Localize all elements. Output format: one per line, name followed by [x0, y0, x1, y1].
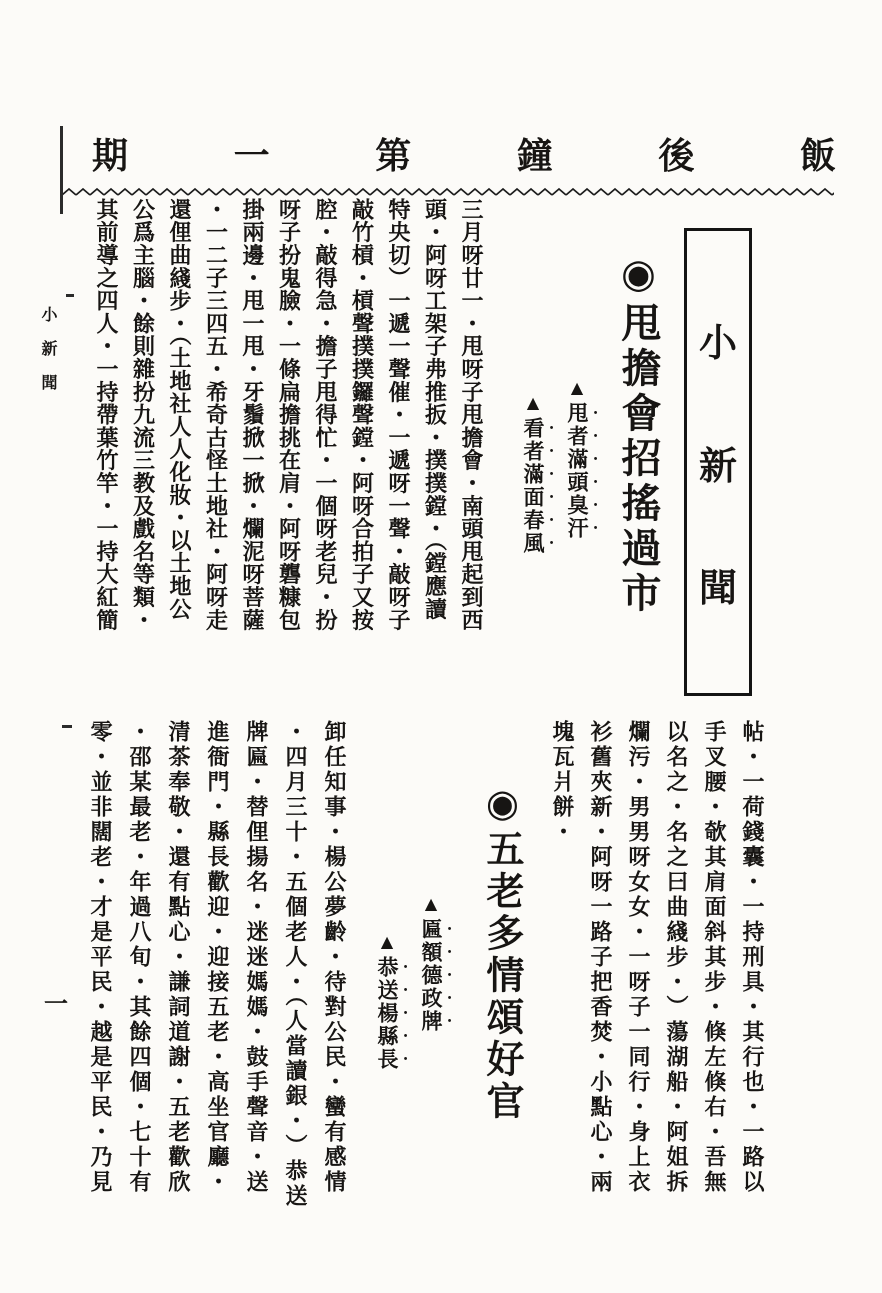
text-column: 腔・敲得急・擔子甩得忙・一個呀老兒・扮 — [313, 198, 338, 632]
text-column: 衫舊夾新・阿呀一路子把香焚・小點心・兩 — [588, 720, 613, 1195]
text-column: 掛兩邊・甩一甩・牙鬚掀一掀・爛泥呀菩薩 — [240, 198, 265, 632]
text-column: 其前導之四人・一持帶葉竹竿・一持大紅簡 — [94, 198, 119, 632]
text-column: 卸任知事・楊公夢齡・待對公民・蠻有感情 — [322, 720, 347, 1195]
article2-subhead — [367, 720, 411, 1250]
text-column: 還俚曲綫步・（土地社人人化妝・以土地公 — [167, 198, 192, 621]
scan-artifact — [62, 725, 72, 728]
text-column: 呀子扮鬼臉・一條扁擔挑在肩・阿呀礱糠包 — [276, 198, 302, 632]
scan-artifact — [66, 294, 74, 297]
masthead-char: 新 — [698, 445, 737, 488]
triangle-marker-icon: ▲ — [419, 892, 443, 918]
article1-subhead-text: 看者滿面春風 — [521, 417, 545, 555]
triangle-marker-icon: ▲ — [521, 391, 545, 417]
text-column: 塊瓦爿餅・ — [550, 720, 575, 845]
header-char: 鐘 — [516, 136, 553, 176]
article2-headline-text: 五老多情頌好官 — [480, 829, 522, 1123]
text-column: 牌匾・替俚揚名・迷迷媽媽・鼓手聲音・送 — [244, 720, 269, 1195]
header-char: 期 — [92, 136, 129, 176]
masthead-char: 小 — [698, 323, 737, 366]
spine-label: 小新聞 — [39, 306, 56, 408]
text-column: ・邵某最老・年過八旬・其餘四個・七十有 — [127, 720, 152, 1195]
article1-top-band — [85, 198, 675, 712]
bottom-band — [85, 720, 771, 1250]
text-column: 頭・阿呀工架子弗推扳・撲撲鏜・（鏜應讀 — [422, 198, 448, 621]
headline-bullet-icon: ◉ — [616, 250, 661, 302]
masthead-char: 聞 — [698, 567, 737, 610]
text-column: 進衙門・縣長歡迎・迎接五老・高坐官廳・ — [205, 720, 230, 1195]
article2-subhead-text: 匾額德政牌 — [419, 918, 443, 1033]
article1-headline-text: 甩擔會招搖過市 — [616, 302, 661, 617]
header-char: 飯 — [799, 136, 836, 176]
triangle-marker-icon: ▲ — [565, 376, 589, 402]
text-column: ・一二子三四五・希奇古怪土地社・阿呀走 — [203, 198, 229, 632]
article1-subhead — [557, 198, 601, 712]
page-number: 一 — [44, 992, 68, 1018]
article1-headline — [601, 198, 675, 712]
article1-subhead-text: 甩者滿頭臭汗 — [565, 402, 589, 540]
text-column: 清茶奉敬・還有點心・謙詞道謝・五老歡欣 — [166, 720, 191, 1195]
text-column: 三月呀廿一・甩呀子甩擔會・南頭甩起到西 — [459, 198, 484, 632]
text-column: 帖・一荷錢囊・一持刑具・其行也・一路以 — [740, 720, 765, 1195]
article1-subhead — [513, 198, 557, 712]
article2-subhead — [411, 720, 455, 1250]
header-char: 一 — [233, 136, 270, 176]
text-column: 手叉腰・欹其肩面斜其步・倏左倏右・吾無 — [702, 720, 727, 1195]
article2-subhead-text: 恭送楊縣長 — [375, 956, 399, 1071]
text-column: 公爲主腦・餘則雜扮九流三教及戲名等類・ — [130, 198, 156, 632]
article2-headline — [465, 720, 537, 1250]
page-header — [92, 128, 836, 179]
header-char: 第 — [375, 136, 412, 176]
headline-bullet-icon: ◉ — [480, 780, 522, 829]
text-column: 爛污・男男呀女女・一呀子一同行・身上衣 — [626, 720, 651, 1195]
text-column: 以名之・名之曰曲綫步・）蕩湖船・阿姐拆 — [664, 720, 689, 1195]
scan-artifact — [60, 126, 63, 214]
text-column: 敲竹槓・槓聲撲撲鑼聲鏜・阿呀合拍子又按 — [349, 198, 375, 632]
header-char: 後 — [658, 136, 695, 176]
text-column: 零・並非闊老・才是平民・越是平民・乃見 — [88, 720, 113, 1195]
section-masthead-box — [684, 228, 752, 696]
text-column: ・四月三十・五個老人・（人當讀銀・）恭送 — [283, 720, 308, 1209]
text-column: 特央切）一遞一聲催・一遞呀一聲・敲呀子 — [386, 198, 411, 632]
triangle-marker-icon: ▲ — [375, 930, 399, 956]
